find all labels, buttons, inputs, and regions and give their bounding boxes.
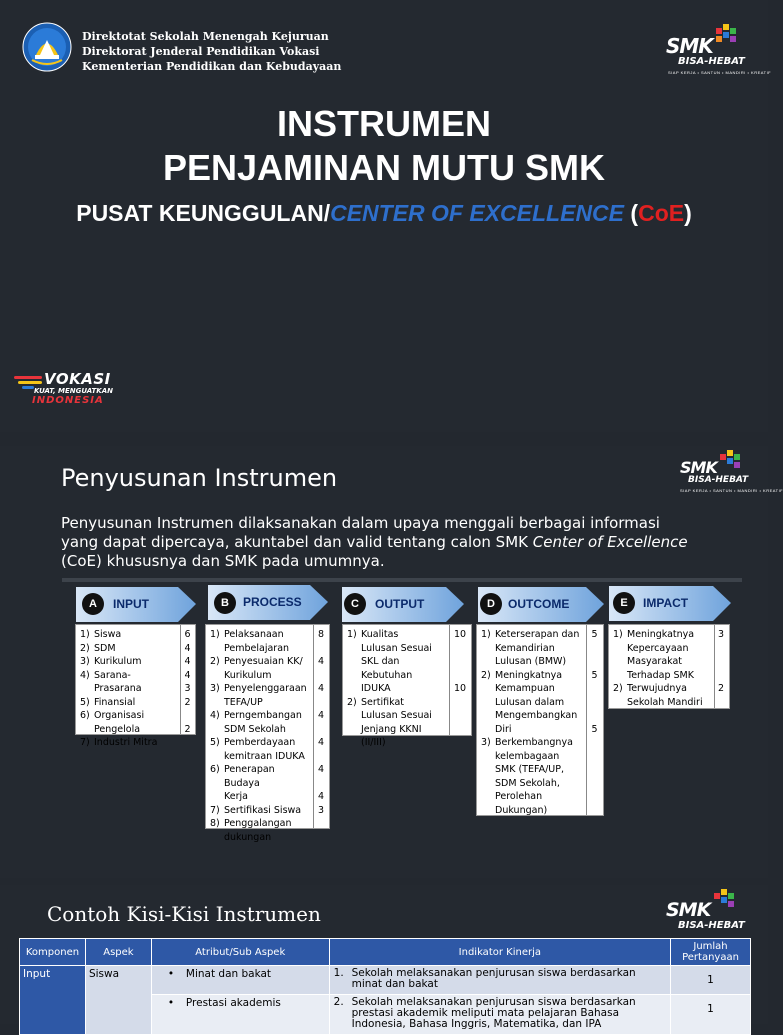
list-item (210, 682, 310, 709)
item-count: 4 (184, 656, 191, 667)
item-text: Penyelenggaraan TEFA/UP (224, 683, 307, 708)
cell-atribut (151, 966, 329, 995)
smk-logo-word: SMK (666, 899, 711, 921)
indikator-number: 1. (333, 967, 344, 979)
stage-b-counts (313, 625, 329, 828)
item-text: Keterserapan dan Kemandirian Lulusan (BMW) (495, 629, 580, 667)
kemdikbud-logo-icon (22, 22, 72, 72)
cover-title-line-2: PENJAMINAN MUTU SMK (162, 147, 605, 188)
cell-jumlah: 1 (671, 995, 751, 1035)
list-item (210, 817, 310, 844)
item-number: 6) (80, 710, 90, 721)
smk-bisa-hebat-logo (678, 450, 783, 496)
item-number: 8) (210, 818, 220, 829)
stage-c-table (342, 624, 472, 748)
list-item (210, 709, 310, 736)
item-count: 4 (184, 642, 191, 654)
section-heading: Penyusunan Instrumen (61, 464, 338, 492)
item-text: Kualitas Lulusan Sesuai SKL dan Kebutuhan IDUKA (361, 629, 432, 694)
item-text: Terwujudnya Sekolah Mandiri (627, 683, 703, 708)
list-item (613, 682, 711, 709)
stage-a-table (75, 624, 196, 748)
item-number: 2) (347, 696, 357, 708)
smk-logo-word: SMK (666, 34, 713, 58)
item-text: Sertifikasi Siswa (224, 804, 302, 816)
item-number: 3) (80, 656, 90, 667)
header-komponen: Komponen (20, 939, 86, 966)
smk-logo-bisa: BISA-HEBAT (688, 475, 749, 485)
cell-atribut (151, 995, 329, 1035)
stage-d-chevron (478, 587, 604, 622)
item-text: Pemberdayaan kemitraan IDUKA (224, 737, 305, 762)
stage-b-label: PROCESS (243, 595, 302, 609)
indikator-text: Sekolah melaksanakan penjurusan siswa berdasarkan minat dan bakat (351, 967, 636, 990)
stage-c-items (343, 625, 450, 748)
item-number: 2) (210, 656, 220, 667)
vokasi-streak-icon (22, 386, 34, 389)
list-item (481, 669, 583, 737)
subtitle-part-5: ) (684, 200, 692, 226)
vokasi-streak-icon (14, 376, 42, 379)
list-item (80, 696, 177, 710)
stage-c-badge: C (344, 593, 366, 615)
para-line-2-text: yang dapat dipercaya, akuntabel dan valid tentang calon SMK (61, 533, 533, 551)
stage-d-badge: D (480, 593, 502, 615)
atribut-text: • Minat dan bakat (185, 968, 272, 980)
smk-logo-tagline: SIAP KERJA • SANTUN • MANDIRI • KREATIF (680, 488, 783, 493)
item-count: 3 (317, 804, 325, 816)
slide-penyusunan (0, 446, 783, 878)
item-number: 2) (481, 669, 491, 681)
item-number: 5) (80, 696, 90, 708)
cover-subtitle (0, 200, 768, 227)
header-jumlah: Jumlah Pertanyaan (671, 939, 751, 966)
item-text: Penggalangan dukungan (224, 818, 292, 843)
stage-c-counts (449, 625, 471, 735)
item-count: 4 (317, 737, 325, 748)
subtitle-part-4: CoE (638, 200, 685, 226)
item-text: Penerapan Budaya Kerja (224, 764, 275, 802)
smk-logo-tagline: SIAP KERJA • SANTUN • MANDIRI • KREATIF (668, 70, 772, 75)
item-count: 4 (317, 710, 325, 721)
header-indikator: Indikator Kinerja (329, 939, 670, 966)
stage-e-badge: E (613, 592, 635, 614)
slide-kisi-kisi (0, 885, 768, 1030)
item-text: Organisasi Pengelola (94, 710, 145, 735)
item-number: 4) (80, 669, 90, 681)
item-number: 1) (481, 629, 491, 640)
stage-e-label: IMPACT (643, 596, 689, 610)
item-text: Meningkatnya Kemampuan Lulusan dalam Mengembangkan Diri (495, 669, 578, 735)
org-line-3: Kementerian Pendidikan dan Kebudayaan (82, 60, 342, 73)
item-number: 2) (80, 642, 90, 654)
list-item (210, 628, 310, 655)
item-count: 3 (717, 629, 725, 640)
item-text: Sertifikat Lulusan Sesuai Jenjang KKNI (II/III) (361, 696, 432, 748)
stage-d-counts (586, 625, 603, 815)
cell-komponen: Input (20, 966, 86, 1035)
item-count: 2 (717, 683, 725, 694)
list-item (80, 655, 177, 669)
organization-lines (82, 29, 341, 74)
stage-a-items (76, 625, 181, 748)
item-text: Finansial (94, 696, 136, 708)
stage-e-chevron (609, 586, 731, 621)
cell-indikator (329, 995, 670, 1035)
smk-logo-word: SMK (680, 458, 717, 477)
smk-logo-bisa: BISA-HEBAT (678, 56, 745, 67)
smk-bisa-hebat-logo (664, 889, 754, 937)
item-number: 1) (210, 629, 220, 640)
list-item (210, 763, 310, 804)
item-number: 6) (210, 764, 220, 775)
vokasi-word: VOKASI (44, 370, 111, 388)
item-number: 3) (210, 683, 220, 694)
item-text: Sarana-Prasarana (94, 669, 142, 694)
para-line-2 (61, 533, 721, 552)
section-heading: Contoh Kisi-Kisi Instrumen (47, 902, 321, 926)
list-item (80, 736, 177, 750)
list-item (613, 628, 711, 682)
stage-c-chevron (342, 587, 464, 622)
stage-b-badge: B (214, 592, 236, 614)
list-item (80, 709, 177, 736)
item-text: Penyesuaian KK/ Kurikulum (224, 656, 303, 681)
indikator-number: 2. (333, 996, 344, 1008)
list-item (347, 628, 446, 696)
item-number: 1) (347, 629, 357, 640)
item-number: 4) (210, 710, 220, 721)
vokasi-streak-icon (18, 381, 42, 384)
item-count: 5 (591, 669, 598, 681)
vokasi-indonesia: INDONESIA (32, 395, 104, 406)
stage-e-table (608, 624, 730, 709)
item-number: 1) (80, 629, 90, 640)
para-line-1: Penyusunan Instrumen dilaksanakan dalam upaya menggali berbagai informasi (61, 514, 660, 532)
indikator-text: Sekolah melaksanakan penjurusan siswa berdasarkan prestasi akademik meliputi mata pelajaran Bahasa Indonesia, Bahasa Inggris, Matematika, dan IPA (351, 996, 636, 1030)
item-text: Meningkatnya Kepercayaan Masyarakat Terhadap SMK (627, 629, 695, 681)
smk-bisa-hebat-logo (664, 24, 772, 80)
stage-e-counts (713, 625, 729, 708)
item-number: 2) (613, 683, 623, 694)
stage-a-label: INPUT (113, 597, 149, 611)
item-text: Kurikulum (94, 656, 142, 667)
atribut-text: • Prestasi akademis (185, 997, 281, 1009)
stage-d-items (477, 625, 587, 815)
cell-aspek: Siswa (85, 966, 151, 1035)
cell-jumlah: 1 (671, 966, 751, 995)
list-item (347, 696, 446, 750)
list-item (80, 642, 177, 656)
section-divider (62, 578, 742, 582)
subtitle-part-1: PUSAT KEUNGGULAN/ (76, 200, 331, 226)
para-line-3: (CoE) khususnya dan SMK pada umumnya. (61, 552, 385, 570)
stage-b-items (206, 625, 314, 843)
item-count: 10 (453, 629, 467, 640)
item-count: 2 (184, 723, 191, 735)
item-count: 5 (591, 723, 598, 735)
vokasi-logo (14, 368, 113, 412)
vokasi-tagline: KUAT, MENGUATKAN (34, 387, 113, 395)
item-number: 7) (210, 804, 220, 816)
subtitle-part-3: ( (624, 200, 639, 226)
item-number: 7) (80, 737, 90, 748)
stage-a-counts (180, 625, 195, 734)
list-item (80, 628, 177, 642)
item-text: Siswa (94, 629, 122, 640)
item-text: Berkembangnya kelembagaan SMK (TEFA/UP, SDM Sekolah, Perolehan Dukungan) (495, 737, 573, 816)
item-count: 4 (317, 764, 325, 775)
item-text: Pelaksanaan Pembelajaran (224, 629, 290, 654)
intro-paragraph (61, 514, 721, 571)
item-count: 8 (317, 629, 325, 640)
stage-d-table (476, 624, 604, 816)
item-count: 4 (317, 656, 325, 667)
item-count: 4 (184, 669, 191, 681)
item-count: 5 (591, 629, 598, 640)
cover-title-line-1: INSTRUMEN (277, 103, 491, 144)
list-item (481, 736, 583, 817)
smk-logo-bisa: BISA-HEBAT (678, 920, 745, 931)
stage-c-label: OUTPUT (375, 597, 425, 611)
table-row (20, 966, 751, 995)
stage-b-chevron (208, 585, 328, 620)
item-number: 3) (481, 737, 491, 748)
kisi-kisi-table (19, 938, 751, 1035)
list-item (210, 804, 310, 818)
stage-b-table (205, 624, 330, 843)
list-item (210, 736, 310, 763)
item-count: 2 (184, 696, 191, 708)
list-item (481, 628, 583, 669)
item-text: Perngembangan SDM Sekolah (224, 710, 302, 735)
header-aspek: Aspek (85, 939, 151, 966)
item-number: 1) (613, 629, 623, 640)
list-item (210, 655, 310, 682)
stage-a-badge: A (82, 593, 104, 615)
item-count: 3 (184, 683, 191, 694)
org-line-2: Direktorat Jenderal Pendidikan Vokasi (82, 45, 320, 58)
item-count: 4 (317, 683, 325, 694)
item-count: 10 (453, 683, 467, 694)
list-item (80, 669, 177, 696)
slide-cover (0, 0, 772, 432)
item-text: SDM (94, 642, 116, 654)
para-line-2-italic: Center of Excellence (532, 533, 688, 551)
table-header-row (20, 939, 751, 966)
header-atribut: Atribut/Sub Aspek (151, 939, 329, 966)
item-count: 6 (184, 629, 191, 640)
stage-a-chevron (76, 587, 196, 622)
org-line-1: Direktotat Sekolah Menengah Kejuruan (82, 30, 329, 43)
item-text: Industri Mitra (94, 737, 158, 748)
cell-indikator (329, 966, 670, 995)
subtitle-part-2: CENTER OF EXCELLENCE (330, 200, 625, 226)
item-number: 5) (210, 737, 220, 748)
stage-e-items (609, 625, 715, 708)
stage-d-label: OUTCOME (508, 597, 570, 611)
item-count: 4 (317, 791, 325, 802)
